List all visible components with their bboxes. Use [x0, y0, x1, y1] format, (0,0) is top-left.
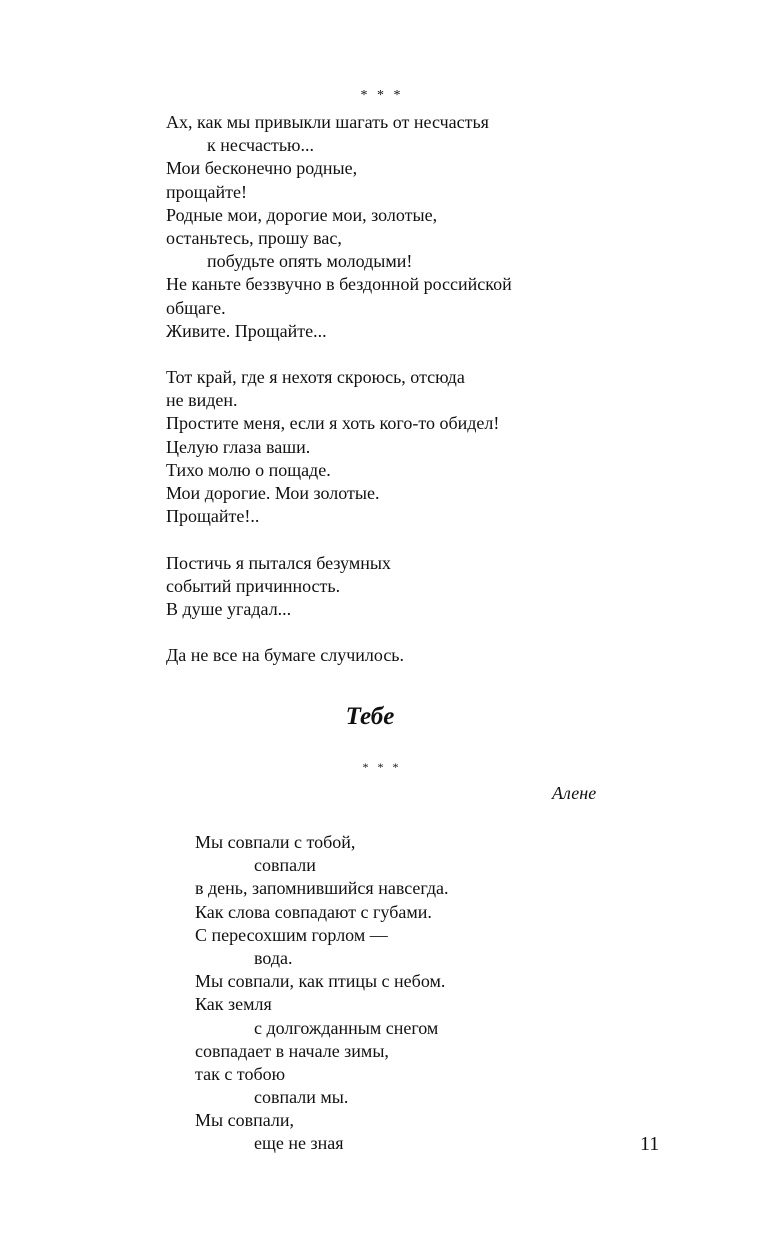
- poem-line: совпали мы.: [254, 1087, 349, 1108]
- poem-line: Родные мои, дорогие мои, золотые,: [166, 204, 438, 225]
- poem-line: в день, запомнившийся навсегда.: [195, 878, 449, 899]
- poem-line: вода.: [254, 947, 293, 968]
- poem-line: прощайте!: [166, 181, 247, 202]
- poem-line: Как земля: [195, 994, 272, 1015]
- poem-line: Ах, как мы привыкли шагать от несчастья: [166, 112, 489, 132]
- poem-line: побудьте опять молодыми!: [207, 251, 413, 272]
- poem-line: Мы совпали с тобой,: [195, 832, 356, 852]
- poem-line: Простите меня, если я хоть кого-то обидел!: [166, 413, 500, 434]
- poem-farewell: [166, 111, 686, 668]
- poem-line: не виден.: [166, 390, 238, 411]
- poem-line: совпали: [254, 855, 316, 876]
- poem-line: так с тобою: [195, 1063, 286, 1084]
- dedication: Алене: [552, 783, 597, 803]
- poem-line: Мои бесконечно родные,: [166, 158, 358, 179]
- poem-line: Мы совпали,: [195, 1110, 294, 1131]
- poem-line: Как слова совпадают с губами.: [195, 901, 432, 922]
- poem-line: Мы совпали, как птицы с небом.: [195, 971, 446, 992]
- poem-line: еще не зная: [254, 1133, 344, 1154]
- poem-line: общаге.: [166, 297, 226, 318]
- poem-line: Целую глаза ваши.: [166, 436, 311, 457]
- stanza-2: [166, 366, 686, 528]
- section-separator-top: * * *: [360, 88, 404, 103]
- poem-line: В душе угадал...: [166, 598, 292, 619]
- poem-line: Да не все на бумаге случилось.: [166, 645, 405, 666]
- poem-line: останьтесь, прошу вас,: [166, 227, 342, 248]
- poem-line: Тихо молю о пощаде.: [166, 459, 331, 480]
- poem-line: к несчастью...: [207, 135, 314, 156]
- stanza-3: [166, 552, 686, 622]
- poem-line: Прощайте!..: [166, 506, 260, 527]
- poem-line: С пересохшим горлом —: [195, 924, 388, 945]
- poem-line: с долгожданным снегом: [254, 1017, 439, 1038]
- stanza-4: [166, 644, 686, 667]
- poem-line: Не каньте беззвучно в бездонной российской: [166, 274, 512, 295]
- poem-line: Живите. Прощайте...: [166, 320, 327, 341]
- section-separator-mid: * * *: [362, 760, 402, 774]
- poem-line: событий причинность.: [166, 575, 341, 596]
- section-title: Тебе: [345, 703, 395, 730]
- poem-line: Тот край, где я нехотя скроюсь, отсюда: [166, 367, 465, 388]
- page-number: 11: [640, 1133, 660, 1155]
- poem-line: Постичь я пытался безумных: [166, 552, 391, 573]
- poem-tebe: [195, 831, 675, 1156]
- poem-line: Мои дорогие. Мои золотые.: [166, 483, 380, 503]
- poem-line: совпадает в начале зимы,: [195, 1040, 389, 1061]
- stanza-1: [166, 111, 686, 343]
